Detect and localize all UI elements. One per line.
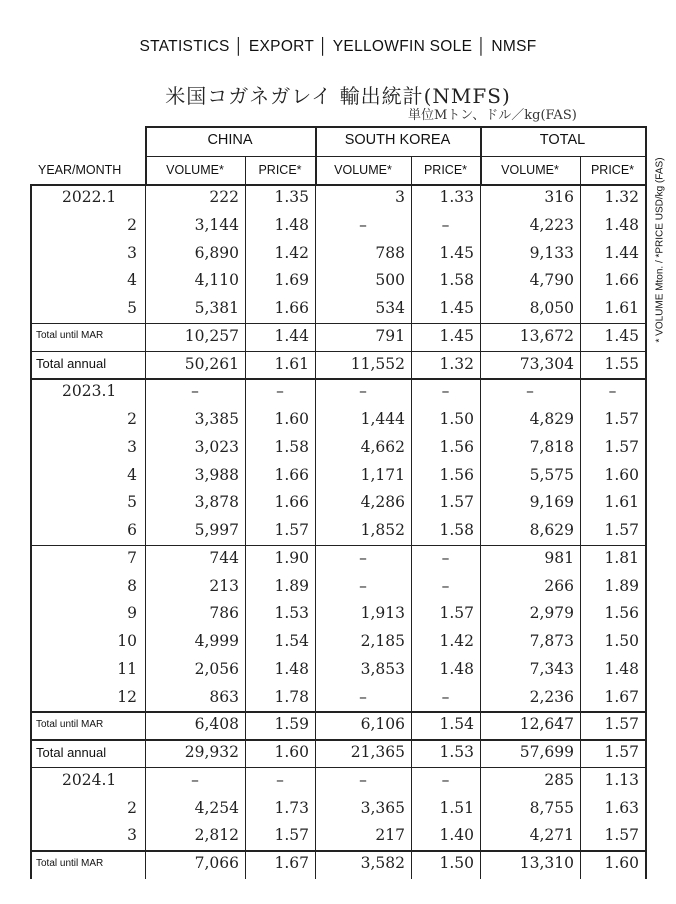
row-label: 2 [127, 215, 137, 234]
row-label: 2 [127, 798, 137, 817]
divider [145, 126, 645, 128]
price-cell: 1.45 [604, 326, 639, 345]
total-row-label: Total until MAR [36, 718, 104, 730]
price-cell: 1.67 [604, 687, 639, 706]
volume-cell: 3,878 [194, 493, 239, 512]
volume-cell: 4,110 [194, 271, 239, 290]
volume-cell: 500 [375, 271, 405, 290]
price-cell: 1.57 [604, 715, 639, 734]
price-cell: 1.57 [604, 437, 639, 456]
price-cell: 1.55 [604, 354, 639, 373]
column-header-volume: VOLUME* [166, 163, 224, 177]
price-cell: 1.66 [274, 299, 309, 317]
volume-cell: 3,988 [194, 465, 239, 484]
price-cell: 1.60 [274, 743, 309, 761]
volume-cell: – [359, 548, 367, 567]
price-cell: 1.61 [604, 299, 639, 317]
volume-cell: – [359, 382, 367, 401]
row-label: 8 [127, 576, 137, 595]
volume-cell: 316 [544, 188, 574, 206]
divider [580, 184, 581, 879]
volume-cell: 7,873 [529, 632, 574, 650]
divider [645, 126, 647, 184]
volume-cell: 981 [544, 548, 574, 567]
price-cell: 1.44 [274, 326, 309, 345]
divider [30, 184, 645, 186]
volume-cell: 863 [209, 687, 239, 706]
price-cell: 1.58 [439, 521, 474, 539]
price-cell: 1.53 [274, 604, 309, 623]
column-header-volume: VOLUME* [501, 163, 559, 177]
price-cell: 1.66 [604, 271, 639, 290]
price-cell: 1.63 [604, 798, 639, 817]
price-cell: 1.66 [274, 465, 309, 484]
volume-cell: 50,261 [184, 354, 239, 373]
table-title: 米国コガネガレイ 輸出統計(NMFS) [165, 84, 511, 108]
volume-cell: 7,818 [529, 437, 574, 456]
volume-cell: 4,790 [529, 271, 574, 290]
column-header-price: PRICE* [258, 163, 302, 177]
side-note-text: * VOLUME Mton. / *PRICE USD/kg (FAS) [654, 157, 666, 343]
price-cell: 1.45 [439, 326, 474, 345]
divider [411, 156, 412, 184]
divider [315, 184, 316, 879]
page-header: STATISTICS │ EXPORT │ YELLOWFIN SOLE │ NMSF [139, 38, 537, 55]
price-cell: 1.57 [604, 410, 639, 428]
volume-cell: 8,050 [529, 299, 574, 317]
divider [30, 184, 32, 879]
volume-cell: 3,853 [360, 659, 405, 678]
price-cell: 1.32 [439, 354, 474, 373]
volume-cell: 57,699 [519, 743, 574, 761]
volume-cell: 9,133 [529, 243, 574, 262]
price-cell: 1.57 [604, 743, 639, 761]
price-cell: 1.48 [604, 215, 639, 234]
volume-cell: 3,144 [194, 215, 239, 234]
price-cell: 1.40 [439, 826, 474, 845]
volume-cell: 1,852 [360, 521, 405, 539]
column-header-volume: VOLUME* [334, 163, 392, 177]
price-cell: 1.13 [604, 770, 639, 789]
volume-cell: – [359, 770, 367, 789]
price-cell: 1.69 [274, 271, 309, 290]
price-cell: 1.51 [439, 798, 474, 817]
total-row-label: Total annual [36, 356, 107, 371]
price-cell: 1.57 [274, 826, 309, 845]
volume-cell: – [359, 687, 367, 706]
row-label: 12 [117, 687, 137, 706]
volume-cell: 285 [544, 770, 574, 789]
row-label: 2024.1 [62, 770, 117, 789]
divider [30, 323, 645, 325]
price-cell: 1.58 [274, 437, 309, 456]
volume-cell: 4,254 [194, 798, 239, 817]
volume-cell: – [191, 382, 199, 401]
volume-cell: 1,913 [360, 604, 405, 623]
volume-cell: 744 [209, 548, 239, 567]
price-cell: – [441, 576, 450, 595]
volume-cell: 786 [209, 604, 239, 623]
row-label: 3 [127, 437, 137, 456]
volume-cell: 4,829 [529, 410, 574, 428]
price-cell: 1.42 [439, 632, 474, 650]
price-cell: 1.57 [604, 521, 639, 539]
volume-cell: 222 [209, 188, 239, 206]
row-label: 11 [117, 659, 137, 678]
price-cell: 1.57 [274, 521, 309, 539]
price-cell: 1.58 [439, 271, 474, 290]
price-cell: 1.50 [439, 854, 474, 872]
volume-cell: 3 [395, 188, 405, 206]
divider [480, 126, 482, 184]
group-header-total: TOTAL [539, 132, 586, 148]
volume-cell: 2,979 [529, 604, 574, 623]
divider [30, 850, 645, 852]
volume-cell: 4,223 [529, 215, 574, 234]
price-cell: 1.57 [604, 826, 639, 845]
divider [30, 378, 645, 380]
divider [30, 351, 645, 353]
volume-cell: – [359, 576, 367, 595]
price-cell: 1.60 [604, 465, 639, 484]
price-cell: 1.56 [439, 437, 474, 456]
volume-cell: 2,812 [194, 826, 239, 845]
price-cell: 1.61 [604, 493, 639, 512]
total-row-label: Total annual [36, 744, 107, 760]
volume-cell: 8,629 [529, 521, 574, 539]
volume-cell: 2,185 [360, 632, 405, 650]
volume-cell: 3,023 [194, 437, 239, 456]
volume-cell: 534 [375, 299, 405, 317]
divider [30, 711, 645, 713]
volume-cell: 5,381 [194, 299, 239, 317]
volume-cell: 1,171 [360, 465, 405, 484]
price-cell: 1.60 [274, 410, 309, 428]
row-label: 10 [117, 632, 137, 650]
row-label: 4 [127, 271, 137, 290]
volume-cell: 3,582 [360, 854, 405, 872]
row-label: 5 [127, 493, 137, 512]
price-cell: 1.32 [604, 188, 639, 206]
volume-cell: 213 [209, 576, 239, 595]
price-cell: 1.54 [439, 715, 474, 734]
volume-cell: 4,999 [194, 632, 239, 650]
price-cell: – [441, 382, 450, 401]
volume-cell: 13,310 [519, 854, 574, 872]
price-cell: – [441, 687, 450, 706]
total-row-label: Total until MAR [36, 857, 104, 869]
price-cell: 1.50 [439, 410, 474, 428]
volume-cell: 266 [544, 576, 574, 595]
volume-cell: 2,236 [529, 687, 574, 706]
price-cell: 1.48 [274, 215, 309, 234]
price-cell: 1.35 [274, 188, 309, 206]
price-cell: 1.56 [439, 465, 474, 484]
price-cell: 1.50 [604, 632, 639, 650]
price-cell: 1.48 [274, 659, 309, 678]
divider [145, 156, 645, 157]
volume-cell: 2,056 [194, 659, 239, 678]
row-label: 3 [127, 826, 137, 845]
price-cell: 1.59 [274, 715, 309, 734]
volume-cell: 8,755 [529, 798, 574, 817]
volume-cell: 217 [375, 826, 405, 845]
price-cell: 1.42 [274, 243, 309, 262]
volume-cell: – [191, 770, 199, 789]
price-cell: 1.45 [439, 243, 474, 262]
total-row-label: Total until MAR [36, 330, 104, 342]
price-cell: 1.54 [274, 632, 309, 650]
row-label: 2023.1 [62, 382, 117, 401]
price-cell: 1.44 [604, 243, 639, 262]
volume-cell: 21,365 [350, 743, 405, 761]
row-label: 2 [127, 410, 137, 428]
price-cell: – [441, 770, 450, 789]
volume-cell: 3,365 [360, 798, 405, 817]
price-cell: 1.89 [604, 576, 639, 595]
volume-cell: 6,106 [360, 715, 405, 734]
volume-cell: 73,304 [519, 354, 574, 373]
column-header-price: PRICE* [590, 163, 635, 177]
price-cell: 1.60 [604, 854, 639, 872]
volume-cell: 29,932 [184, 743, 239, 761]
volume-cell: 4,286 [360, 493, 405, 512]
volume-cell: 4,662 [360, 437, 405, 456]
group-header-south-korea: SOUTH KOREA [344, 132, 451, 148]
price-cell: 1.90 [274, 548, 309, 567]
volume-cell: – [526, 382, 534, 401]
volume-cell: 1,444 [360, 410, 405, 428]
divider [30, 767, 645, 769]
volume-cell: 6,890 [194, 243, 239, 262]
volume-cell: 4,271 [529, 826, 574, 845]
volume-cell: – [359, 215, 367, 234]
row-label: 5 [127, 299, 137, 317]
divider [245, 184, 246, 879]
price-cell: 1.53 [439, 743, 474, 761]
volume-cell: 5,575 [529, 465, 574, 484]
volume-cell: 12,647 [519, 715, 574, 734]
divider [580, 156, 581, 184]
price-cell: 1.73 [274, 798, 309, 817]
price-cell: 1.89 [274, 576, 309, 595]
volume-cell: 10,257 [184, 326, 239, 345]
volume-cell: 5,997 [194, 521, 239, 539]
group-header-china: CHINA [207, 132, 253, 148]
volume-cell: 791 [375, 326, 405, 345]
row-label: 7 [127, 548, 137, 567]
price-cell: 1.61 [274, 354, 309, 373]
price-cell: – [441, 215, 450, 234]
divider [315, 126, 317, 184]
price-cell: 1.48 [604, 659, 639, 678]
side-note [648, 128, 672, 373]
price-cell: 1.81 [604, 548, 639, 567]
price-cell: 1.48 [439, 659, 474, 678]
price-cell: 1.57 [439, 604, 474, 623]
divider [411, 184, 412, 879]
price-cell: 1.78 [274, 687, 309, 706]
row-label: 3 [127, 243, 137, 262]
price-cell: – [608, 382, 617, 401]
volume-cell: 9,169 [529, 493, 574, 512]
divider [145, 126, 147, 184]
row-label: 6 [127, 521, 137, 539]
row-label: 2022.1 [62, 188, 117, 206]
divider [145, 184, 146, 879]
price-cell: 1.67 [274, 854, 309, 872]
divider [245, 156, 246, 184]
unit-note: 単位Mトン、ドル／kg(FAS) [408, 108, 577, 123]
price-cell: – [441, 548, 450, 567]
price-cell: – [276, 382, 284, 401]
divider [645, 184, 647, 879]
price-cell: 1.45 [439, 299, 474, 317]
volume-cell: 7,066 [194, 854, 239, 872]
price-cell: 1.33 [439, 188, 474, 206]
price-cell: 1.66 [274, 493, 309, 512]
year-month-header: YEAR/MONTH [38, 163, 122, 177]
column-header-price: PRICE* [423, 163, 468, 177]
row-label: 4 [127, 465, 137, 484]
volume-cell: 3,385 [194, 410, 239, 428]
price-cell: 1.57 [439, 493, 474, 512]
divider [30, 739, 645, 741]
divider [480, 184, 481, 879]
price-cell: – [276, 770, 284, 789]
volume-cell: 7,343 [529, 659, 574, 678]
volume-cell: 6,408 [194, 715, 239, 734]
volume-cell: 11,552 [350, 354, 405, 373]
row-label: 9 [127, 604, 137, 623]
price-cell: 1.56 [604, 604, 639, 623]
divider [30, 545, 645, 547]
volume-cell: 788 [375, 243, 405, 262]
volume-cell: 13,672 [519, 326, 574, 345]
